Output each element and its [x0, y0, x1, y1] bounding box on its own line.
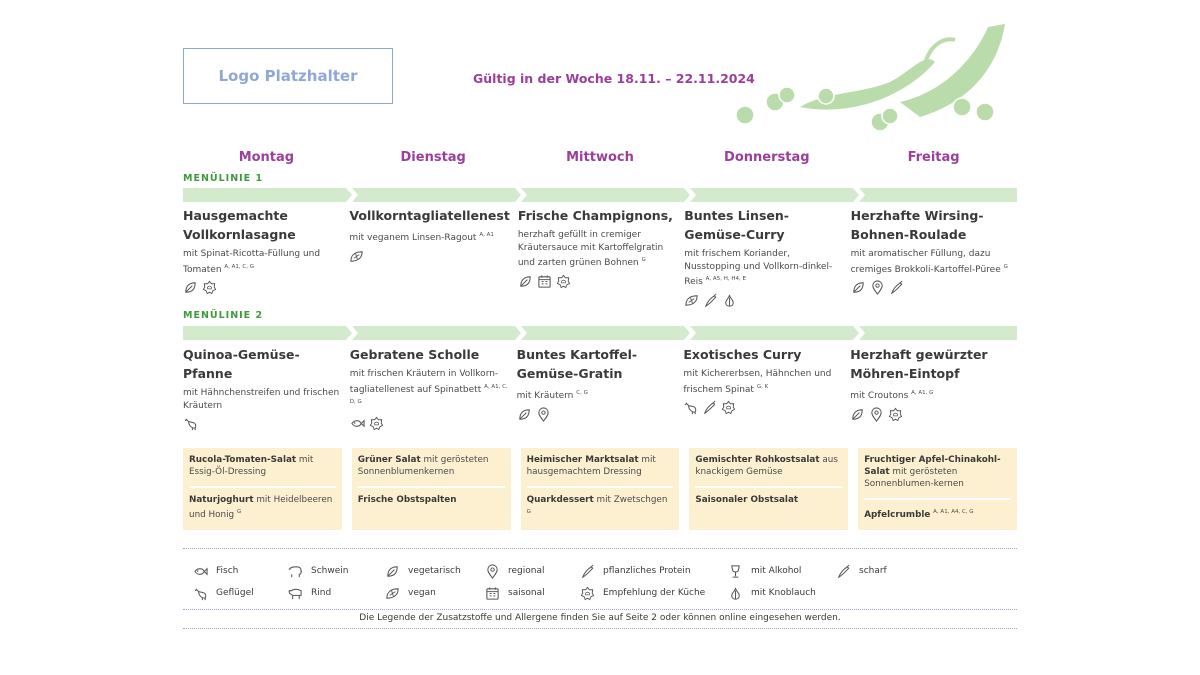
salad-detail: mit gerösteten Sonnenblumen-kernen [864, 467, 964, 489]
dessert-name: Naturjoghurt [189, 495, 254, 505]
legend-regional [485, 564, 580, 579]
salad-item [864, 454, 1011, 490]
legend-poultry [193, 586, 288, 601]
seasonal-icon [485, 586, 500, 601]
meal-card [518, 206, 684, 308]
vegan-icon [684, 293, 699, 308]
meal-description-text: mit Kichererbsen, Hähnchen und frischem Spinat [683, 369, 832, 395]
meal-card [183, 345, 350, 431]
meal-card [183, 206, 349, 308]
salad-detail: mit hausgemachtem Dressing [526, 455, 656, 477]
pea-pods-illustration [730, 22, 1010, 137]
garlic-icon [728, 586, 743, 601]
meal-card [349, 206, 517, 308]
plant-protein-icon [580, 564, 595, 579]
meal-description-text: mit veganem Linsen-Ragout [349, 233, 477, 243]
legend-spicy [836, 564, 887, 579]
meal-icons [518, 274, 676, 289]
chef-recommendation-icon [556, 274, 571, 289]
legend-chef-recommendation [580, 586, 728, 601]
dessert-item [189, 494, 336, 521]
regional-icon [485, 564, 500, 579]
vegetarian-icon [385, 564, 400, 579]
menu-line-2-meals [183, 345, 1017, 431]
legend-alcohol [728, 564, 836, 579]
plant-protein-icon [889, 280, 904, 295]
meal-description-text: mit Hähnchenstreifen und frischen Kräutern [183, 388, 340, 411]
side-dish-box [183, 448, 342, 530]
legend-label: Schwein [311, 566, 349, 576]
meal-description-text: mit frischen Kräutern in Vollkorn-tagliatellenest auf Spinatbett [349, 369, 499, 395]
dessert-detail: mit Heidelbeeren und Honig [189, 495, 333, 520]
menu-line-1-meals [183, 206, 1017, 308]
legend-label: saisonal [508, 588, 545, 598]
allergen-footer-note: Die Legende der Zusatzstoffe und Allergene finden Sie auf Seite 2 oder können online eingesehen werden. [359, 613, 841, 623]
side-separator [864, 498, 1011, 500]
legend-label: Geflügel [216, 588, 254, 598]
dessert-name: Quarkdessert [526, 495, 594, 505]
meal-description [684, 248, 842, 289]
meal-icons [517, 407, 676, 422]
meal-description [350, 368, 509, 412]
legend-fish [193, 564, 288, 579]
salad-item [189, 454, 336, 478]
fish-icon [350, 416, 365, 431]
cow-icon [288, 586, 303, 601]
side-dish-box [352, 448, 511, 530]
vegetarian-icon [517, 407, 532, 422]
poultry-icon [183, 416, 198, 431]
pig-icon [288, 564, 303, 579]
meal-description [683, 368, 842, 396]
day-header: Mittwoch [566, 150, 634, 165]
salad-detail: mit Essig-Öl-Dressing [189, 455, 314, 477]
salad-item [695, 454, 842, 478]
legend-garlic [728, 586, 836, 601]
allergen-codes: A, A1, A4, C, G [933, 509, 974, 515]
side-dish-box [858, 448, 1017, 530]
allergen-codes: A, A1 [479, 232, 494, 238]
meal-card [850, 345, 1017, 431]
meal-title: Exotisches Curry [683, 347, 802, 362]
legend-label: mit Alkohol [751, 566, 802, 576]
vegan-icon [385, 586, 400, 601]
meal-description [349, 229, 509, 245]
meal-title: Gebratene Scholle [349, 347, 480, 362]
salad-name: Grüner Salat [357, 455, 421, 465]
side-dish-box [689, 448, 848, 530]
menu-line-1-bar [183, 188, 1017, 202]
meal-card [683, 345, 850, 431]
meal-description [183, 387, 342, 412]
legend-seasonal [485, 586, 580, 601]
allergen-codes: G [1003, 263, 1008, 270]
chef-recommendation-icon [369, 416, 384, 431]
vegetarian-icon [518, 274, 533, 289]
allergen-codes: C, G [576, 390, 588, 396]
meal-card [851, 206, 1017, 308]
menu-line-2-label: MENÜLINIE 2 [183, 310, 264, 321]
menu-line-1-label: MENÜLINIE 1 [183, 173, 264, 184]
vegetarian-icon [850, 407, 865, 422]
legend-beef [288, 586, 385, 601]
meal-card [517, 345, 684, 431]
allergen-codes: A, A5, H, H4, E [705, 276, 746, 282]
legend-label: regional [508, 566, 545, 576]
chef-recommendation-icon [580, 586, 595, 601]
meal-card [684, 206, 850, 308]
footer-divider [183, 628, 1017, 629]
side-separator [695, 486, 842, 488]
logo-placeholder: Logo Platzhalter [183, 48, 393, 104]
side-dish-box [521, 448, 680, 530]
legend-label: vegan [408, 588, 436, 598]
meal-title: Frische Champignons, [517, 208, 673, 223]
garlic-icon [722, 293, 737, 308]
allergen-codes: A, A1, C, G [224, 263, 255, 270]
plant-protein-icon [703, 293, 718, 308]
meal-icons [183, 280, 341, 295]
salad-item [527, 454, 674, 478]
meal-description-text: mit Spinat-Ricotta-Füllung und Tomaten [183, 249, 321, 275]
meal-description-text: mit frischem Koriander, Nusstopping und Vollkorn-dinkel-Reis [684, 249, 833, 287]
meal-description [851, 248, 1009, 276]
salad-name: Rucola-Tomaten-Salat [189, 455, 297, 465]
poultry-icon [193, 586, 208, 601]
meal-icons [850, 407, 1009, 422]
meal-icons [851, 280, 1009, 295]
meal-icons [350, 416, 509, 431]
dessert-item [527, 494, 674, 521]
meal-icons [684, 293, 842, 308]
meal-description [850, 387, 1009, 403]
legend-pork [288, 564, 385, 579]
regional-icon [869, 407, 884, 422]
allergen-codes: A, A1, G [911, 390, 934, 396]
chili-icon [836, 564, 851, 579]
meal-title: Buntes Kartoffel-Gemüse-Gratin [516, 347, 638, 381]
fish-icon [193, 564, 208, 579]
side-separator [358, 486, 505, 488]
legend-label: Rind [311, 588, 332, 598]
meal-icons [183, 416, 342, 431]
meal-description [518, 229, 676, 270]
legend-label: vegetarisch [408, 566, 461, 576]
chef-recommendation-icon [888, 407, 903, 422]
salad-detail: mit gerösteten Sonnenblumenkernen [357, 455, 489, 477]
dessert-item [358, 494, 505, 506]
day-header: Donnerstag [724, 150, 810, 165]
salad-item [358, 454, 505, 478]
salad-detail: aus knackigem Gemüse [695, 455, 838, 477]
day-header: Dienstag [400, 150, 466, 165]
dessert-detail: mit Zwetschgen [593, 495, 668, 505]
legend-label: mit Knoblauch [751, 588, 816, 598]
weekday-header-row [183, 150, 1017, 165]
dessert-item [864, 506, 1011, 521]
side-separator [527, 486, 674, 488]
vegetarian-icon [851, 280, 866, 295]
allergen-codes: G [236, 509, 242, 515]
day-header: Freitag [907, 150, 960, 165]
meal-description [183, 248, 341, 276]
side-dishes-row [183, 448, 1017, 530]
legend [193, 560, 1013, 604]
allergen-codes: A, A1, C, D, G [349, 383, 508, 405]
meal-title: Quinoa-Gemüse-Pfanne [183, 347, 300, 381]
meal-title: Herzhaft gewürzter Möhren-Eintopf [850, 347, 988, 381]
validity-period: Gültig in der Woche 18.11. – 22.11.2024 [473, 71, 755, 86]
meal-card [350, 345, 517, 431]
meal-description-text: herzhaft gefüllt in cremiger Kräutersauce mit Kartoffelgratin und zarten grünen Bohnen [517, 230, 664, 268]
meal-title: Hausgemachte Vollkornlasagne [183, 208, 296, 242]
meal-description-text: mit Kräutern [516, 391, 574, 401]
poultry-icon [683, 400, 698, 415]
dessert-name: Saisonaler Obstsalat [695, 495, 799, 505]
day-header: Montag [238, 150, 295, 165]
legend-label: Fisch [216, 566, 239, 576]
dessert-name: Apfelcrumble [864, 509, 931, 520]
salad-name: Fruchtiger Apfel-Chinakohl-Salat [864, 455, 1001, 477]
meal-title: Herzhafte Wirsing-Bohnen-Roulade [850, 208, 984, 242]
chef-recommendation-icon [721, 400, 736, 415]
legend-plant-protein [580, 564, 728, 579]
meal-icons [349, 249, 509, 264]
chef-recommendation-icon [202, 280, 217, 295]
legend-label: Empfehlung der Küche [603, 588, 706, 598]
legend-vegan [385, 586, 485, 601]
plant-protein-icon [702, 400, 717, 415]
menu-line-2-bar [183, 326, 1017, 340]
meal-title: Vollkorntagliatellenest [349, 208, 510, 223]
legend-top-divider [183, 548, 1017, 549]
side-separator [189, 486, 336, 488]
allergen-codes: G, K [756, 383, 769, 390]
dessert-item [695, 494, 842, 506]
regional-icon [536, 407, 551, 422]
allergen-codes: G [641, 257, 646, 263]
legend-vegetarian [385, 564, 485, 579]
meal-description [517, 387, 676, 403]
seasonal-icon [537, 274, 552, 289]
salad-name: Heimischer Marktsalat [526, 455, 639, 465]
salad-name: Gemischter Rohkostsalat [695, 455, 820, 465]
allergen-codes: G [526, 509, 531, 515]
dessert-name: Frische Obstspalten [357, 495, 457, 505]
vegetarian-icon [183, 280, 198, 295]
regional-icon [870, 280, 885, 295]
legend-label: pflanzliches Protein [603, 566, 691, 576]
meal-title: Buntes Linsen-Gemüse-Curry [684, 208, 789, 242]
meal-description-text: mit aromatischer Füllung, dazu cremiges Brokkoli-Kartoffel-Püree [850, 249, 1001, 275]
wine-glass-icon [728, 564, 743, 579]
vegan-icon [349, 249, 364, 264]
meal-description-text: mit Croutons [850, 391, 909, 401]
legend-bottom-divider [183, 609, 1017, 610]
meal-icons [683, 400, 842, 415]
legend-label: scharf [859, 566, 887, 576]
